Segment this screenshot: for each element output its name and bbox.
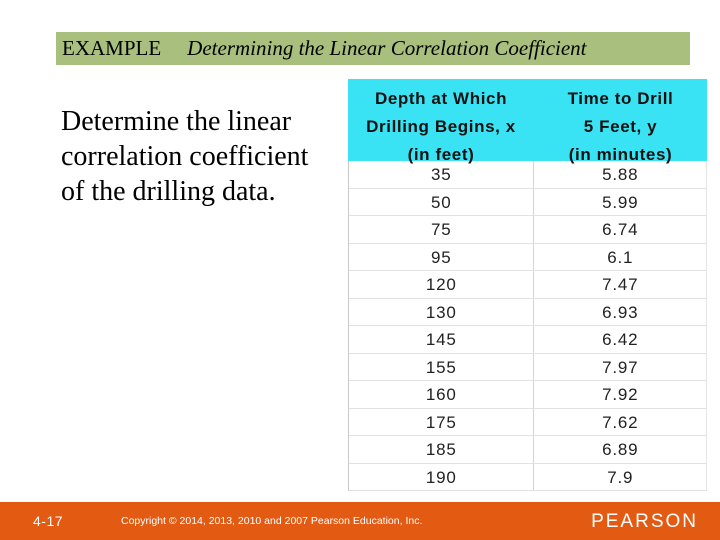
table-row: [349, 161, 707, 189]
footer-bar: [0, 502, 720, 540]
table-row: [349, 381, 707, 409]
header-line: Time to Drill: [567, 89, 674, 108]
header-line: (in feet): [407, 145, 475, 164]
table-row: [349, 244, 707, 272]
depth-cell: 35: [349, 161, 534, 188]
time-cell: 7.97: [534, 354, 707, 381]
depth-cell: 130: [349, 299, 534, 326]
table-row: [349, 299, 707, 327]
time-cell: 7.9: [534, 464, 707, 491]
column-header-depth: [348, 79, 534, 164]
time-cell: 6.74: [534, 216, 707, 243]
copyright-text: Copyright © 2014, 2013, 2010 and 2007 Pearson Education, Inc.: [121, 515, 423, 527]
time-cell: 6.42: [534, 326, 707, 353]
pearson-logo: PEARSON: [591, 511, 698, 532]
drilling-data-table: [348, 79, 707, 495]
time-cell: 6.1: [534, 244, 707, 271]
column-header-time: [534, 79, 707, 164]
time-cell: 6.89: [534, 436, 707, 463]
table-row: [349, 216, 707, 244]
table-row: [349, 464, 707, 492]
table-row: [349, 436, 707, 464]
prompt-line: Determine the linear: [61, 106, 292, 137]
depth-cell: 155: [349, 354, 534, 381]
header-line: (in minutes): [568, 145, 673, 164]
time-cell: 6.93: [534, 299, 707, 326]
depth-cell: 75: [349, 216, 534, 243]
depth-cell: 160: [349, 381, 534, 408]
depth-cell: 95: [349, 244, 534, 271]
time-cell: 5.99: [534, 189, 707, 216]
time-cell: 7.47: [534, 271, 707, 298]
slide-number: 4-17: [33, 513, 64, 529]
time-cell: 7.62: [534, 409, 707, 436]
prompt-text: [61, 104, 346, 209]
table-row: [349, 326, 707, 354]
title-bar: [56, 32, 690, 65]
table-row: [349, 189, 707, 217]
header-line: Drilling Begins, x: [366, 117, 516, 136]
table-row: [349, 409, 707, 437]
time-cell: 5.88: [534, 161, 707, 188]
prompt-line: correlation coefficient: [61, 141, 309, 172]
header-line: Depth at Which: [374, 89, 508, 108]
depth-cell: 190: [349, 464, 534, 491]
slide-title: Determining the Linear Correlation Coefficient: [187, 36, 587, 60]
example-label: EXAMPLE: [62, 36, 162, 60]
table-header: [348, 79, 707, 164]
table-body: [348, 161, 707, 491]
depth-cell: 185: [349, 436, 534, 463]
header-line: 5 Feet, y: [583, 117, 658, 136]
depth-cell: 175: [349, 409, 534, 436]
time-cell: 7.92: [534, 381, 707, 408]
prompt-line: of the drilling data.: [61, 176, 276, 207]
table-row: [349, 354, 707, 382]
depth-cell: 50: [349, 189, 534, 216]
depth-cell: 120: [349, 271, 534, 298]
depth-cell: 145: [349, 326, 534, 353]
table-row: [349, 271, 707, 299]
